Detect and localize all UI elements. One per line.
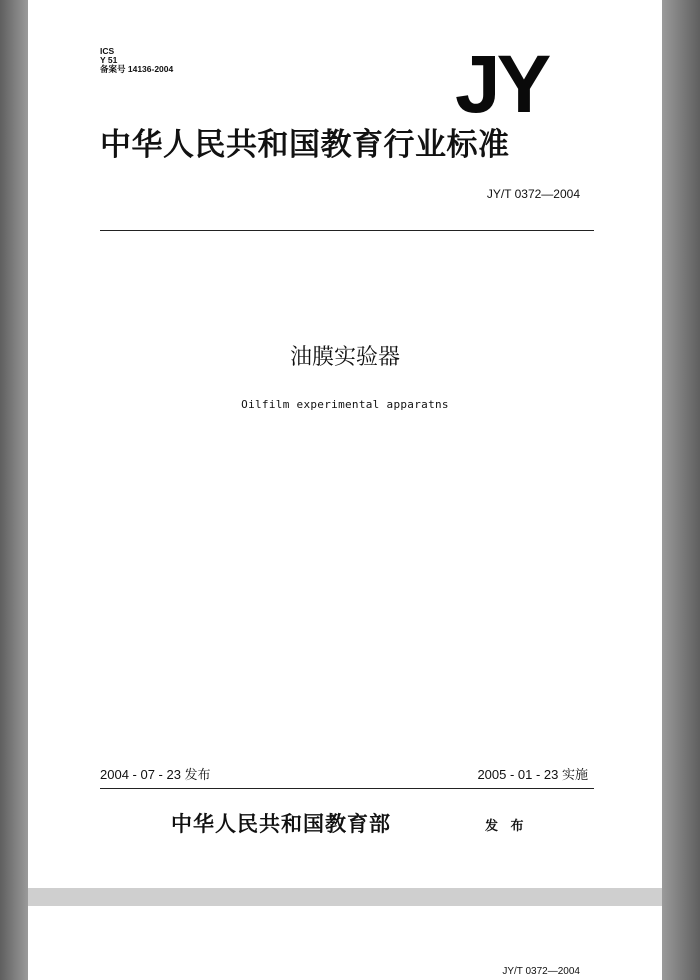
standard-meta xyxy=(100,47,173,74)
classification-code: Y 51 xyxy=(100,55,118,65)
ics-label: ICS xyxy=(100,46,115,56)
bottom-divider xyxy=(100,788,594,789)
publisher-name: 中华人民共和国教育部 xyxy=(171,811,391,836)
document-title-en: Oilfilm experimental apparatns xyxy=(241,398,449,411)
effective-date: 2005 - 01 - 23 实施 xyxy=(477,767,588,782)
document-title-cn: 油膜实验器 xyxy=(289,345,400,370)
top-divider xyxy=(100,230,594,231)
jy-logo: JY xyxy=(455,39,548,130)
page-header-standard-number: JY/T 0372—2004 xyxy=(502,966,580,977)
standard-title: 中华人民共和国教育行业标准 xyxy=(100,127,510,163)
issue-date: 2004 - 07 - 23 发布 xyxy=(100,767,211,782)
filing-number: 备案号 14136-2004 xyxy=(100,64,174,74)
document-page-1 xyxy=(28,0,662,888)
publisher-suffix: 发 布 xyxy=(485,819,528,834)
document-page-2 xyxy=(28,906,662,980)
standard-number: JY/T 0372—2004 xyxy=(486,187,580,201)
